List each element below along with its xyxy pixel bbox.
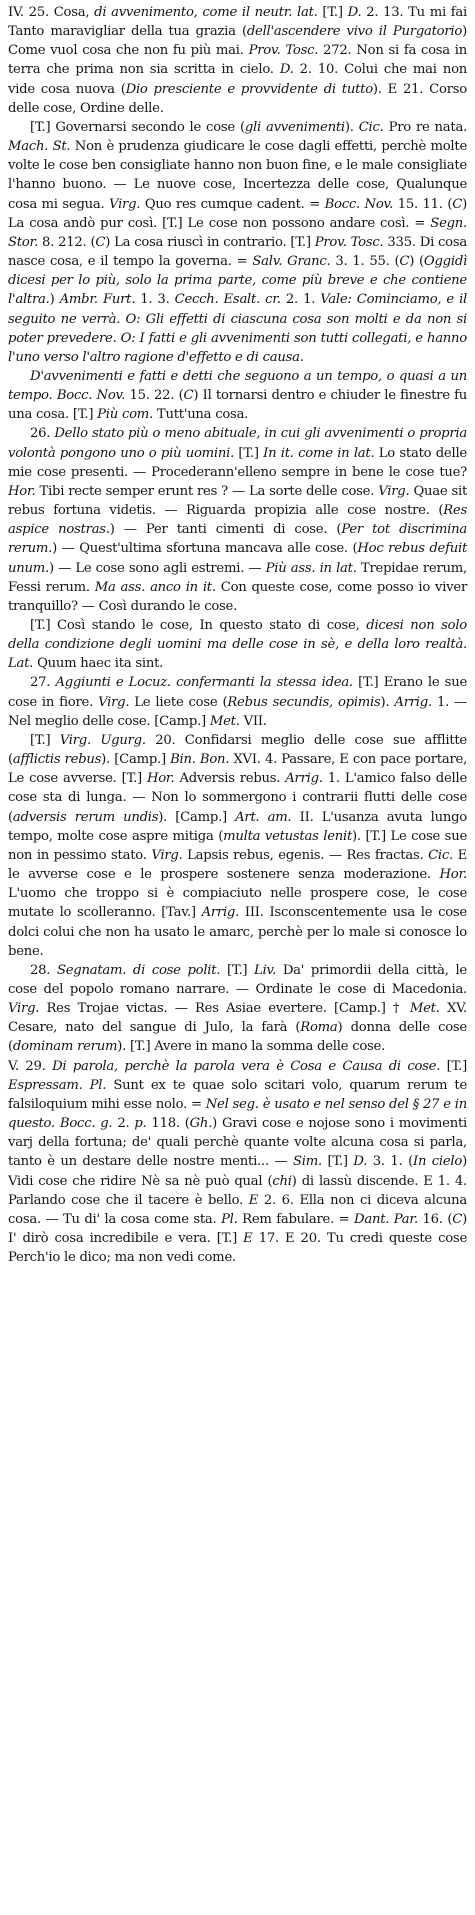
body-text: III. Isconscentemente usa le cose dolci colui che non ha usato le amarc, perchè per lo male si conosce lo bene. [8,905,467,959]
italic-text: Virg. [8,1001,40,1017]
dictionary-paragraph [8,673,467,730]
body-text: ) La cosa riuscì in contrario. [T.] [105,234,315,250]
body-text: Quo res cumque cadent. = [140,196,325,212]
italic-text: Rebus secundis, opimis [227,694,381,710]
italic-text: g. [100,1116,113,1132]
body-text: 1. 3. [135,292,175,308]
italic-text: Segn. Stor. [8,215,467,250]
body-text: Quum haec ita sint. [33,656,164,672]
dictionary-paragraph [8,3,467,118]
body-text: Rem fabulare. = [237,1211,355,1227]
body-text: XV. Cesare, nato del sangue di Julo, la farà ( [8,1001,467,1036]
body-text: [T.] [30,732,60,748]
italic-text: D. [353,1154,368,1170]
body-text: ) — Quest'ultima sfortuna mancava alle cose. ( [52,541,358,557]
italic-text: C [452,1211,463,1227]
italic-text: Segnatam. di cose polit. [56,962,221,978]
italic-text: Arrig. [394,694,432,710]
italic-text: Bin. Bon. [170,752,230,768]
body-text: 2. 1. [280,292,321,308]
italic-text: Dello stato più o meno abituale, in cui gli avvenimenti o propria volontà pongono uno o più uomini. [8,426,467,461]
italic-text: In cielo [412,1154,463,1170]
body-text: [T.] Erano le sue cose in fiore. [8,675,467,710]
body-text: ) I' dirò cosa incredibile e vera. [T.] [8,1211,467,1246]
italic-text: Met. [209,713,240,729]
italic-text: In it. come in lat. [263,445,375,461]
body-text: Lo stato delle mie cose presenti. — Procederann'elleno sempre in bene le cose tue? [8,445,467,480]
italic-text: Dio presciente e provvidente di tutto [125,81,373,97]
body-text: ). [380,694,395,710]
italic-text: Met. [409,1001,440,1017]
italic-text: Pl. [221,1211,238,1227]
body-text: Da' primordii della città, le cose del popolo romano narrare. — Ordinate le cose di Macedonia. [8,962,467,997]
body-text: 118. ( [146,1116,190,1132]
body-text: 2. 6. Ella non ci diceva alcuna cosa. — Tu di' la cosa come sta. [8,1192,467,1227]
italic-text: Virg. [151,847,183,863]
italic-text: Cic. [428,847,453,863]
italic-text: Arrig. [285,771,323,787]
italic-text: gli avvenimenti [244,119,345,135]
body-text: Tibi recte semper erunt res ? — La sorte delle cose. [35,483,379,499]
italic-text: E [248,1192,259,1208]
italic-text: p. [134,1116,147,1132]
body-text: Lapsis rebus, egenis. — Res fractas. [182,847,429,863]
body-text: 1. — Nel meglio delle cose. [Camp.] [8,694,467,729]
body-text: 20. Confidarsi meglio delle cose sue afflitte ( [8,732,467,768]
body-text: ) Come vuol cosa che non fu più mai. [8,24,467,59]
italic-text: Dant. Par. [354,1211,418,1227]
italic-text: C [399,254,410,270]
italic-text: C [95,234,106,250]
italic-text: Roma [300,1020,338,1036]
body-text: Sunt ex te quae solo scitari volo, quarum rerum te falsiloquium mihi esse nolo. = [8,1077,468,1112]
italic-text: Bocc. Nov. [324,196,394,212]
italic-text: Oggidì dicesi per lo più, solo la prima parte, come più breve e che contiene l'altra. [8,254,467,308]
body-text: 26. [30,426,55,442]
body-text: VII. [239,713,267,729]
body-text: ). E 21. Corso delle cose, Ordine delle. [8,81,467,116]
body-text: ). [T.] Le cose sue non in pessimo stato. [8,828,467,863]
dictionary-paragraph [8,731,467,961]
italic-text: adversis rerum undis [12,809,159,825]
italic-text: afflictis rebus [12,752,102,768]
italic-text: Mach. St. [8,139,71,155]
italic-text: Hor. [8,483,36,499]
body-text: II. L'usanza avuta lungo tempo, molte cose aspre mitiga ( [8,809,467,844]
italic-text: Prov. Tosc. [248,43,319,59]
italic-text: Liv. [254,962,277,978]
italic-text: Cecch. Esalt. cr. [174,292,281,308]
italic-text: Salv. Granc. [252,254,331,270]
body-text: [T.] [321,1154,354,1170]
italic-text: chi [272,1173,292,1189]
italic-text: Hoc rebus defuit unum. [8,541,467,576]
body-text: 2. [112,1116,135,1132]
italic-text: Virg. [378,483,410,499]
italic-text: Cic. [358,119,384,135]
body-text: [T.] [317,5,348,20]
italic-text: di avvenimento, come il neutr. lat. [94,5,318,20]
body-text: ). [T.] Avere in mano la somma delle cose. [117,1039,386,1055]
dictionary-paragraph [8,616,467,673]
italic-text: Virg. [98,694,130,710]
body-text: 3. 1. ( [367,1154,413,1170]
italic-text: Virg. [109,196,141,212]
body-text: L'uomo che troppo si è compiaciuto nelle prospere cose, le cose mutate lo scolleranno. [Tav.] [8,886,467,921]
italic-text: C [183,388,194,404]
body-text: ) donna delle cose ( [8,1020,467,1055]
body-text: ) — Le cose sono agli estremi. — [48,560,266,576]
italic-text: Ma ass. anco in it. [94,579,216,595]
body-text: 1. L'amico falso delle cose sta di lunga. — Non lo sommergono i contrarii flutti delle cose ( [8,771,468,825]
italic-text: Di parola, perchè la parola vera è Cosa e Causa di cose. [52,1058,441,1074]
italic-text: Aggiunti e Locuz. confermanti la stessa idea. [55,675,353,691]
body-text: IV. 25. Cosa, [8,5,95,20]
italic-text: Bocc. Nov. [56,388,126,404]
italic-text: dell'ascendere vivo il Purgatorio [246,24,463,40]
italic-text: Art. am. [235,809,292,825]
body-text: Adversis rebus. [174,771,286,787]
body-text: Quae sit rebus fortuna videtis. — Riguarda propizia alle cose nostre. ( [8,483,468,519]
dictionary-paragraph [8,1057,467,1268]
body-text: ) La cosa andò pur così. [T.] Le cose non possono andare così. = [8,196,467,231]
italic-text: D. [279,62,294,78]
body-text: Con queste cose, come posso io viver tranquillo? — Così durando le cose. [8,579,467,614]
body-text: 3. 1. 55. ( [330,254,400,270]
body-text: Non è prudenza giudicare le cose dagli effetti, perchè molte volte le cose ben consigliate hanno non buon fine, e le male consigliate l'hanno buono. — Le nuove cose, Incertezza delle cose, Qualunque cosa mi segua. [8,139,468,212]
italic-text: Sim. [292,1154,322,1170]
body-text: 28. [30,962,57,978]
body-text: ) di lassù discende. E 1. 4. Parlando cose che il tacere è bello. [8,1173,468,1208]
body-text: E le avverse cose e le prospere sostenere senza moderazione. [8,847,468,883]
italic-text: Hor. [146,771,175,787]
body-text: 17. E 20. Tu credi queste cose Perch'io le dico; ma non vedi come. [8,1231,467,1266]
body-text: [T.] [234,445,264,461]
body-text: Trepidae rerum, Fessi rerum. [8,560,467,595]
italic-text: Più com. [97,407,153,423]
body-text: 16. ( [417,1211,453,1227]
italic-text: Espressam. Pl. [8,1077,107,1093]
body-text: Res Trojae victas. — Res Asiae evertere. [Camp.] † [39,1001,410,1017]
italic-text: Bocc. [59,1116,96,1132]
body-text: 2. 13. Tu mi fai Tanto maravigliar della tua grazia ( [8,5,467,40]
body-text: 15. 11. ( [393,196,453,212]
body-text: ) [49,292,60,308]
body-text: 27. [30,675,56,691]
body-text: [T.] Governarsi secondo le cose ( [30,119,245,135]
body-text: 8. 212. ( [38,234,96,250]
body-text: ) ( [409,254,424,270]
italic-text: Virg. Ugurg. [59,732,146,748]
body-text: 272. Non si fa cosa in terra che prima non sia scritta in cielo. [8,43,467,78]
body-text: ). [Camp.] [101,752,171,768]
italic-text: dicesi non solo della condizione degli uomini ma delle cose in sè, e della loro realtà. [8,618,467,653]
italic-text: D. [347,5,362,20]
italic-text: Lat. [8,656,34,672]
dictionary-paragraph [8,424,467,616]
italic-text: Più ass. in lat. [265,560,357,576]
body-text: ) Gravi cose e nojose sono i movimenti varj della fortuna; de' quali perchè quante volte alcuna cosa si parla, tanto è un destare delle nostre menti... — [8,1116,467,1170]
italic-text: D'avvenimenti e fatti e detti che seguono a un tempo, o quasi a un tempo. [8,368,467,404]
italic-text: multa vetustas lenit [223,828,353,844]
body-text: [T.] [220,962,255,978]
body-text: Tutt'una cosa. [152,407,249,423]
italic-text: Vale: Cominciamo, e il seguito ne verrà. O: Gli effetti di ciascuna cosa son molti e da non si poter prevedere. O: I fatti e gli avvenimenti son tutti collegati, e hanno l'uno verso l'altro ragione d'effetto e di causa. [8,292,468,365]
body-text: V. 29. [8,1058,53,1074]
body-text: Le liete cose ( [129,694,228,710]
italic-text: Gh. [189,1116,213,1132]
italic-text: Prov. Tosc. [314,234,384,250]
body-text: Pro re nata. [383,119,468,135]
italic-text: dominam rerum [12,1039,118,1055]
dictionary-paragraph [8,961,467,1057]
body-text: 335. Di cosa nasce cosa, e il tempo la governa. = [8,234,467,270]
body-text: ). [344,119,359,135]
italic-text: Nel seg. è usato e nel senso del § 27 e in questo. [8,1096,467,1132]
dictionary-paragraph [8,367,467,424]
italic-text: Ambr. Furt. [59,292,136,308]
italic-text: E [243,1231,253,1246]
italic-text: C [452,196,463,212]
italic-text: Res aspice nostras. [8,503,467,538]
body-text: ) Il tornarsi dentro e chiuder le finestre fu una cosa. [T.] [8,388,467,423]
body-text: [T.] [440,1058,468,1074]
body-text: ) — Per tanti cimenti di cose. ( [109,522,342,538]
italic-text: Per tot discrimina rerum. [8,522,467,557]
body-text: ) Vidi cose che ridire Nè sa nè può qual ( [8,1154,467,1189]
body-text: ). [Camp.] [158,809,236,825]
italic-text: Hor. [439,867,467,883]
body-text: [T.] Così stando le cose, In questo stato di cose, [30,618,367,633]
body-text: XVI. 4. Passare, E con pace portare, Le cose avverse. [T.] [8,752,468,787]
italic-text: Arrig. [201,905,240,921]
dictionary-paragraph [8,118,467,367]
body-text: 15. 22. ( [125,388,184,404]
body-text: 2. 10. Colui che mai non vide cosa nuova ( [8,62,467,97]
